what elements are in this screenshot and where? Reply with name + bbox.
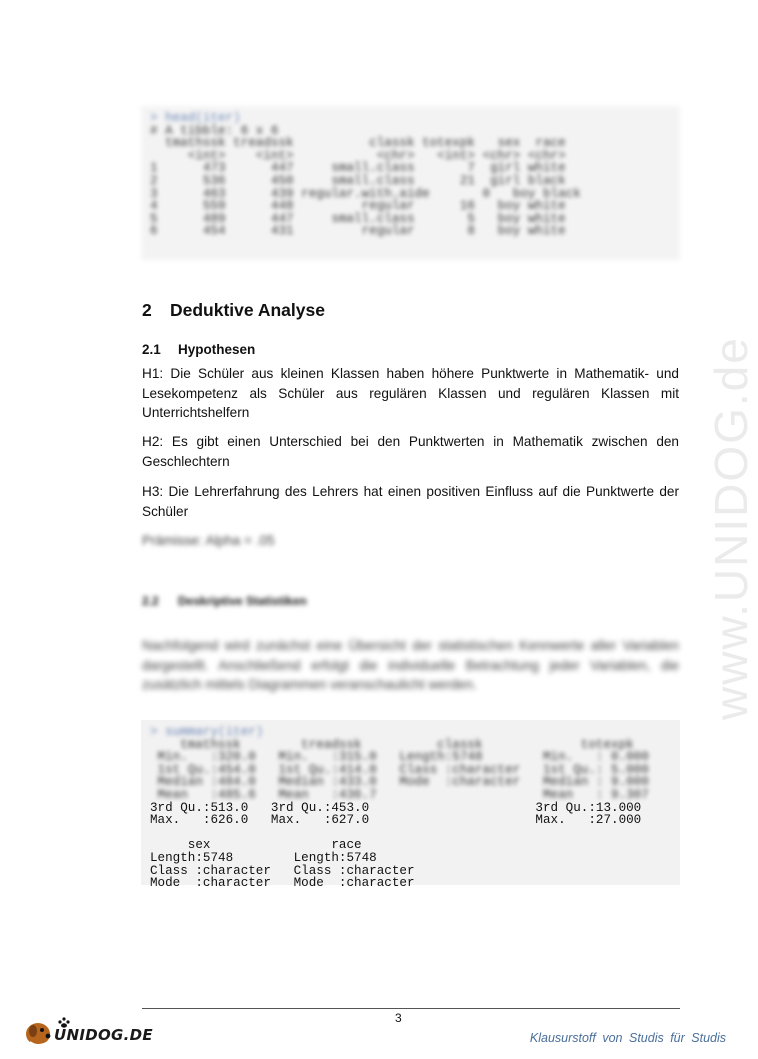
subsection-heading-hypothesen bbox=[142, 342, 255, 357]
subsection-number: 2.1 bbox=[142, 342, 161, 357]
code-output: # A tibble: 6 x 6 tmathssk treadssk classk totexpk sex race <int> <int> <chr> <int> <chr> <chr> 1 473 447 small.class 7 girl white 2 536 450 small.class 21 girl black 3 463 439 regular.with.aide 0 boy black 4 559 448 regular 16 boy white 5 489 447 small.class 5 boy white 6 454 431 regular 8 boy white bbox=[150, 123, 581, 239]
code-output-visible: 3rd Qu.:513.0 3rd Qu.:453.0 3rd Qu.:13.000 Max. :626.0 Max. :627.0 Max. :27.000 sex race Length:5748 Length:5748 Class :character Class :character Mode :character Mode :character bbox=[150, 800, 642, 891]
subsection-heading-deskriptiv bbox=[142, 594, 307, 608]
code-blurred-part bbox=[150, 726, 671, 802]
code-output-blurred: tmathssk treadssk classk totexpk Min. :320.0 Min. :315.0 Length:5748 Min. : 0.000 1st Qu.:454.0 1st Qu.:414.0 Class :character 1st Qu.: 5.000 Median :484.0 Median :433.0 Mode :character Median : 9.000 Mean :485.6 Mean :436.7 Mean : 9.307 bbox=[157, 737, 649, 802]
code-block-head bbox=[141, 106, 680, 260]
intro-paragraph: Nachfolgend wird zunächst eine Übersicht der statistischen Kennwerte aller Variablen dargestellt. Anschließend erfolgt die individuelle Betrachtung jeder Variablen, die zusätzlich mittels Diagrammen veranschaulicht werden. bbox=[142, 638, 679, 692]
subsection-title: Hypothesen bbox=[178, 342, 256, 357]
footer-rule bbox=[142, 1008, 680, 1009]
watermark: www.UNIDOG.de bbox=[705, 336, 757, 720]
hypothesis-3: H3: Die Lehrerfahrung des Lehrers hat einen positiven Einfluss auf die Punktwerte der Schüler bbox=[142, 484, 679, 519]
logo-text: UNIDOG.DE bbox=[54, 1026, 153, 1044]
code-command: > head(iter) bbox=[150, 111, 241, 125]
hypothesis-2: H2: Es gibt einen Unterschied bei den Punktwerten in Mathematik zwischen den Geschlechtern bbox=[142, 434, 679, 469]
subsection-title: Deskriptive Statistiken bbox=[178, 594, 307, 608]
code-command: > summary(iter) bbox=[150, 725, 264, 739]
page-number: 3 bbox=[395, 1011, 402, 1025]
section-number: 2 bbox=[142, 300, 152, 320]
subsection-number: 2.2 bbox=[142, 594, 159, 608]
section-title: Deduktive Analyse bbox=[170, 300, 325, 320]
premise-text: Prämisse: Alpha = .05 bbox=[142, 533, 275, 548]
code-block-summary bbox=[141, 720, 680, 891]
section-heading bbox=[142, 300, 325, 321]
footer-tagline: Klausurstoff von Studis für Studis bbox=[529, 1031, 726, 1045]
hypothesis-1: H1: Die Schüler aus kleinen Klassen haben höhere Punktwerte in Mathematik- und Lesekompetenz als Schüler aus regulären Klassen und regulären Klassen mit Unterrichtshelfern bbox=[142, 366, 679, 420]
